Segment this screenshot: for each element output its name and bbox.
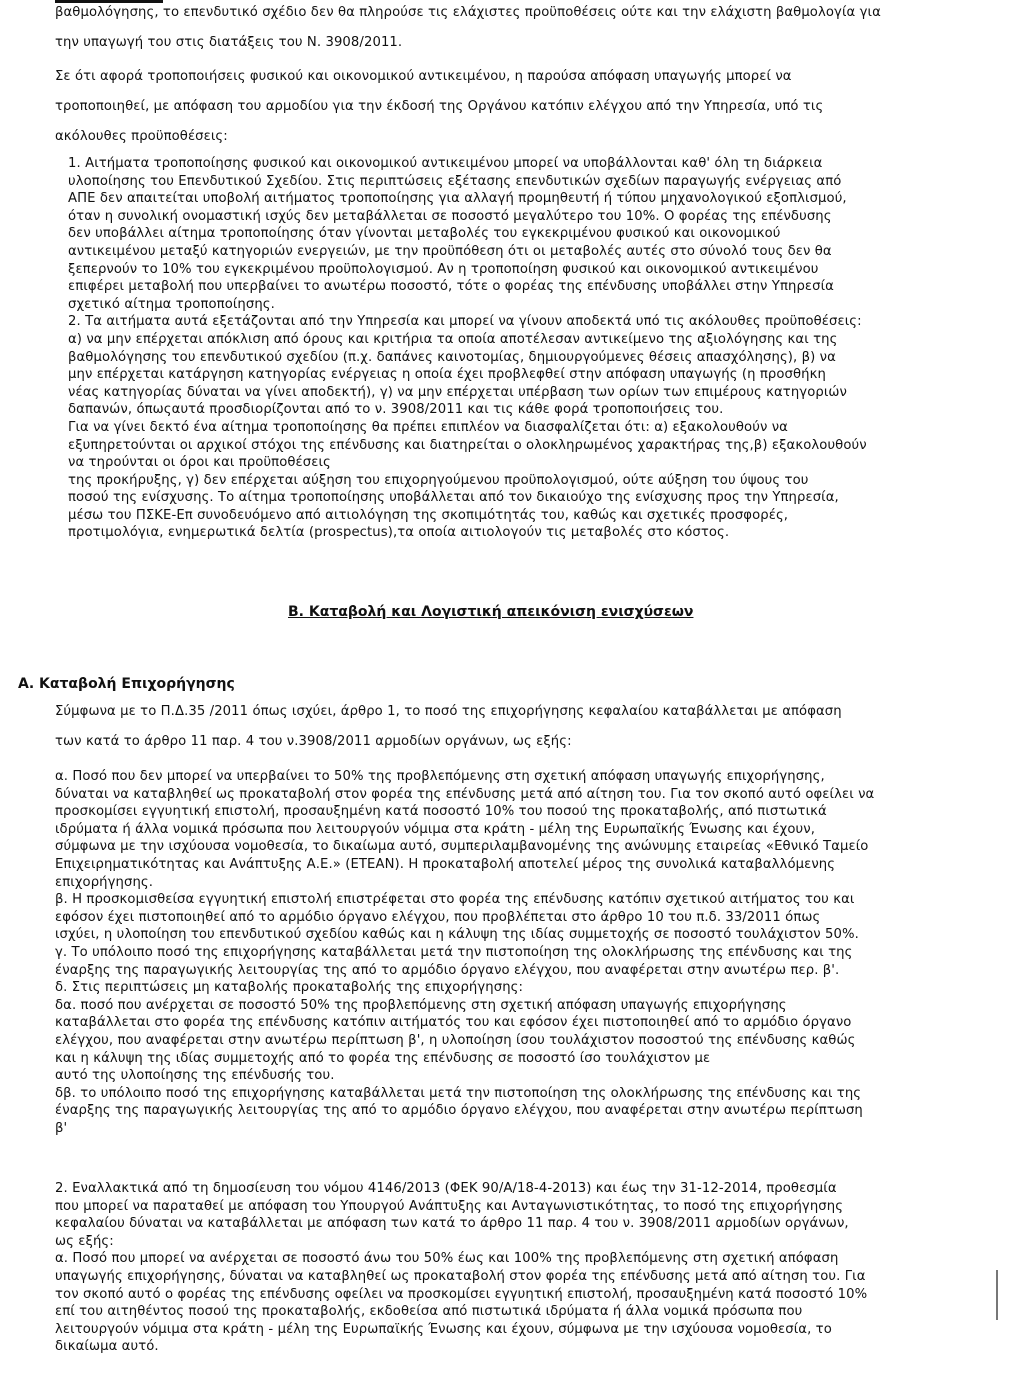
- text-line: Για να γίνει δεκτό ένα αίτημα τροποποίησης θα πρέπει επιπλέον να διασφαλίζεται ότι: α) εξακολουθούν να: [68, 419, 788, 435]
- text-line: μέσω του ΠΣΚΕ-Επ συνοδευόμενο από αιτιολόγηση της σκοπιμότητάς του, καθώς και σχετικές προσφορές,: [68, 507, 789, 523]
- paragraph-payment: [55, 768, 982, 1137]
- text-line: ισχύει, η υλοποίηση του επενδυτικού σχεδίου καθώς και η κάλυψη της ιδίας συμμετοχής σε ποσοστό τουλάχιστον 50%.: [55, 927, 859, 943]
- text-line: έναρξης της παραγωγικής λειτουργίας της από το αρμόδιο όργανο ελέγχου, που αναφέρεται στην ανωτέρω περ. β'.: [55, 962, 840, 978]
- text-line: εξυπηρετούνται οι αρχικοί στόχοι της επένδυσης και διατηρείται ο ολοκληρωμένος χαρακτήρας της,β) εξακολουθούν: [68, 437, 867, 453]
- text-line: ως εξής:: [55, 1233, 114, 1249]
- text-line: σύμφωνα με την ισχύουσα νομοθεσία, το δικαίωμα αυτό, συμπεριλαμβανομένης της ανώνυμης εταιρείας «Εθνικό Ταμείο: [55, 839, 869, 855]
- text-line: Σύμφωνα με το Π.Δ.35 /2011 όπως ισχύει, άρθρο 1, το ποσό της επιχορήγησης κεφαλαίου καταβάλλεται με απόφαση: [55, 704, 842, 719]
- text-line: όταν η συνολική ονομαστική ισχύς δεν μεταβάλλεται σε ποσοστό μεγαλύτερο του 10%. Ο φορέας της επένδυσης: [68, 208, 832, 224]
- text-line: α. Ποσό που μπορεί να ανέρχεται σε ποσοστό άνω του 50% έως και 100% της προβλεπόμενης στη σχετική απόφαση: [55, 1251, 839, 1267]
- text-line: δα. ποσό που ανέρχεται σε ποσοστό 50% της προβλεπόμενης στη σχετική απόφαση υπαγωγής επιχορήγησης: [55, 997, 787, 1013]
- text-line: δ. Στις περιπτώσεις μη καταβολής προκαταβολής της επιχορήγησης:: [55, 980, 524, 996]
- text-line: δικαίωμα αυτό.: [55, 1339, 159, 1355]
- text-line: καταβάλλεται στο φορέα της επένδυσης κατόπιν αιτήματός του και εφόσον έχει πιστοποιηθεί από το αρμόδιο όργανο: [55, 1015, 852, 1031]
- paragraph-alternative: [55, 1180, 982, 1356]
- text-line: Σε ότι αφορά τροποποιήσεις φυσικού και οικονομικού αντικειμένου, η παρούσα απόφαση υπαγωγής μπορεί να: [55, 69, 792, 84]
- text-line: και η κάλυψη της ιδίας συμμετοχής από το φορέα της επένδυσης σε ποσοστό ίσο τουλάχιστον με: [55, 1050, 711, 1066]
- text-line: την υπαγωγή του στις διατάξεις του Ν. 3908/2011.: [55, 35, 403, 50]
- text-line: επί του αιτηθέντος ποσού της προκαταβολής, εκδοθείσα από πιστωτικά ιδρύματα ή άλλα νομικά πρόσωπα που: [55, 1304, 803, 1320]
- text-line: ελέγχου, που αναφέρεται στην ανωτέρω περίπτωση β', η υλοποίηση ίσου τουλάχιστον ποσοστού της επένδυσης καθώς: [55, 1032, 856, 1048]
- section-heading: Β. Καταβολή και Λογιστική απεικόνιση ενισχύσεων: [288, 604, 694, 620]
- text-line: τροποποιηθεί, με απόφαση του αρμοδίου για την έκδοσή της Οργάνου κατόπιν ελέγχου από την Υπηρεσία, υπό τις: [55, 99, 824, 114]
- text-line: 2. Τα αιτήματα αυτά εξετάζονται από την Υπηρεσία και μπορεί να γίνουν αποδεκτά υπό τις ακόλουθες προϋποθέσεις:: [68, 314, 862, 330]
- text-line: μην επέρχεται κατάργηση κατηγορίας ενέργειας η οποία έχει προβλεφθεί στην απόφαση υπαγωγής (η προσθήκη: [68, 367, 826, 383]
- subsection-heading: Α. Καταβολή Επιχορήγησης: [18, 676, 235, 692]
- text-line: υλοποίησης του Επενδυτικού Σχεδίου. Στις περιπτώσεις εξέτασης επενδυτικών σχεδίων παραγωγής ενέργειας από: [68, 173, 842, 189]
- text-line: νέας κατηγορίας δύναται να γίνει αποδεκτή), γ) να μην επέρχεται υπέρβαση των ορίων των επιμέρους κατηγοριών: [68, 384, 848, 400]
- text-line: έναρξης της παραγωγικής λειτουργίας της από το αρμόδιο όργανο ελέγχου, που αναφέρεται στην ανωτέρω περίπτωση: [55, 1103, 863, 1119]
- text-line: δαπανών, όπωςαυτά προσδιορίζονται από το ν. 3908/2011 και τις κάθε φορά τροποποιήσεις του.: [68, 402, 724, 418]
- text-line: β': [55, 1120, 68, 1136]
- paragraph-intro: [55, 0, 982, 58]
- text-line: β. Η προσκομισθείσα εγγυητική επιστολή επιστρέφεται στο φορέα της επένδυσης κατόπιν σχετικού αιτήματος του και: [55, 892, 855, 908]
- text-line: των κατά το άρθρο 11 παρ. 4 του ν.3908/2011 αρμοδίων οργάνων, ως εξής:: [55, 734, 572, 749]
- text-line: εφόσον έχει πιστοποιηθεί από το αρμόδιο όργανο ελέγχου, που προβλέπεται στο άρθρο 10 του π.δ. 33/2011 όπως: [55, 909, 821, 925]
- text-line: δβ. το υπόλοιπο ποσό της επιχορήγησης καταβάλλεται μετά την πιστοποίηση της ολοκλήρωσης της επένδυσης και της: [55, 1085, 862, 1101]
- text-line: ξεπερνούν το 10% του εγκεκριμένου προϋπολογισμού. Αν η τροποποίηση φυσικού και οικονομικού αντικειμένου: [68, 261, 819, 277]
- text-line: λειτουργούν νόμιμα στα κράτη - μέλη της Ευρωπαϊκής Ένωσης και έχουν, σύμφωνα με την ισχύουσα νομοθεσία, το: [55, 1321, 832, 1337]
- text-line: α) να μην επέρχεται απόκλιση από όρους και κριτήρια τα οποία αποτέλεσαν αντικείμενο της αξιολόγησης και της: [68, 331, 838, 347]
- text-line: Επιχειρηματικότητας και Ανάπτυξης Α.Ε.» (ΕΤΕΑΝ). Η προκαταβολή αποτελεί μέρος της συνολικά καταβαλλόμενης: [55, 856, 836, 872]
- text-line: αντικειμένου μεταξύ κατηγοριών ενεργειών, με την προϋπόθεση ότι οι μεταβολές αυτές στο σύνολό τους δεν θα: [68, 243, 832, 259]
- scan-margin-mark: [996, 1270, 998, 1320]
- text-line: αυτό της υλοποίησης της επένδυσής του.: [55, 1068, 335, 1084]
- text-line: δεν υποβάλλει αίτημα τροποποίησης όταν γίνονται μεταβολές του εγκεκριμένου φυσικού και οικονομικού: [68, 226, 781, 242]
- text-line: σχετικό αίτημα τροποποίησης.: [68, 296, 275, 312]
- text-line: βαθμολόγησης, το επενδυτικό σχέδιο δεν θα πληρούσε τις ελάχιστες προϋποθέσεις ούτε και την ελάχιστη βαθμολογία για: [55, 5, 881, 20]
- text-line: προσκομίσει εγγυητική επιστολή, προσαυξημένη κατά ποσοστό 10% του ποσού της προκαταβολής, από πιστωτικά: [55, 804, 827, 820]
- text-line: της προκήρυξης, γ) δεν επέρχεται αύξηση του επιχορηγούμενου προϋπολογισμού, ούτε αύξηση του ύψους του: [68, 472, 809, 488]
- text-line: 1. Αιτήματα τροποποίησης φυσικού και οικονομικού αντικειμένου μπορεί να υποβάλλονται καθ' όλη τη διάρκεια: [68, 156, 823, 171]
- text-line: βαθμολόγησης του επενδυτικού σχεδίου (π.χ. δαπάνες καινοτομίας, δημιουργούμενες θέσεις απασχόλησης), β) να: [68, 349, 836, 365]
- text-line: υπαγωγής επιχορήγησης, δύναται να καταβληθεί ως προκαταβολή στον φορέα της επένδυσης μετά από αίτηση του. Για: [55, 1268, 866, 1284]
- text-line: ΑΠΕ δεν απαιτείται υποβολή αιτήματος τροποποίησης για αλλαγή προμηθευτή ή τύπου μηχανολογικού εξοπλισμού,: [68, 191, 847, 207]
- text-line: α. Ποσό που δεν μπορεί να υπερβαίνει το 50% της προβλεπόμενης στη σχετική απόφαση υπαγωγής επιχορήγησης,: [55, 769, 825, 784]
- text-line: ακόλουθες προϋποθέσεις:: [55, 129, 228, 144]
- text-line: δύναται να καταβληθεί ως προκαταβολή στον φορέα της επένδυσης μετά από αίτηση του. Για τον σκοπό αυτό οφείλει να: [55, 786, 875, 802]
- text-line: γ. Το υπόλοιπο ποσό της επιχορήγησης καταβάλλεται μετά την πιστοποίηση της ολοκλήρωσης της επένδυσης και της: [55, 944, 853, 960]
- text-line: τον σκοπό αυτό ο φορέας της επένδυσης οφείλει να προσκομίσει εγγυητική επιστολή, προσαυξημένη κατά ποσοστό 10%: [55, 1286, 868, 1302]
- text-line: κεφαλαίου δύναται να καταβάλλεται με απόφαση των κατά το άρθρο 11 παρ. 4 του ν. 3908/2011 αρμοδίων οργάνων,: [55, 1216, 849, 1232]
- text-line: ποσού της ενίσχυσης. Το αίτημα τροποποίησης υποβάλλεται από τον δικαιούχο της ενίσχυσης προς την Υπηρεσία,: [68, 490, 839, 506]
- text-line: 2. Εναλλακτικά από τη δημοσίευση του νόμου 4146/2013 (ΦΕΚ 90/Α/18-4-2013) και έως την 31-12-2014, προθεσμία: [55, 1181, 837, 1196]
- text-line: ιδρύματα ή άλλα νομικά πρόσωπα που λειτουργούν νόμιμα στα κράτη - μέλη της Ευρωπαϊκής Ένωσης και έχουν,: [55, 821, 815, 837]
- paragraph-conditions: [68, 155, 968, 542]
- text-line: να τηρούνται οι όροι και προϋποθέσεις: [68, 455, 331, 471]
- paragraph-according: [55, 697, 982, 757]
- paragraph-modifications: [55, 62, 982, 152]
- text-line: επιχορήγησης.: [55, 874, 154, 890]
- text-line: προτιμολόγια, ενημερωτικά δελτία (prospectus),τα οποία αιτιολογούν τις μεταβολές στο κόστος.: [68, 525, 730, 541]
- text-line: που μπορεί να παραταθεί με απόφαση του Υπουργού Ανάπτυξης και Ανταγωνιστικότητας, το ποσό της επιχορήγησης: [55, 1198, 844, 1214]
- text-line: επιφέρει μεταβολή που υπερβαίνει το ανωτέρω ποσοστό, τότε ο φορέας της επένδυσης υποβάλλει στην Υπηρεσία: [68, 279, 834, 295]
